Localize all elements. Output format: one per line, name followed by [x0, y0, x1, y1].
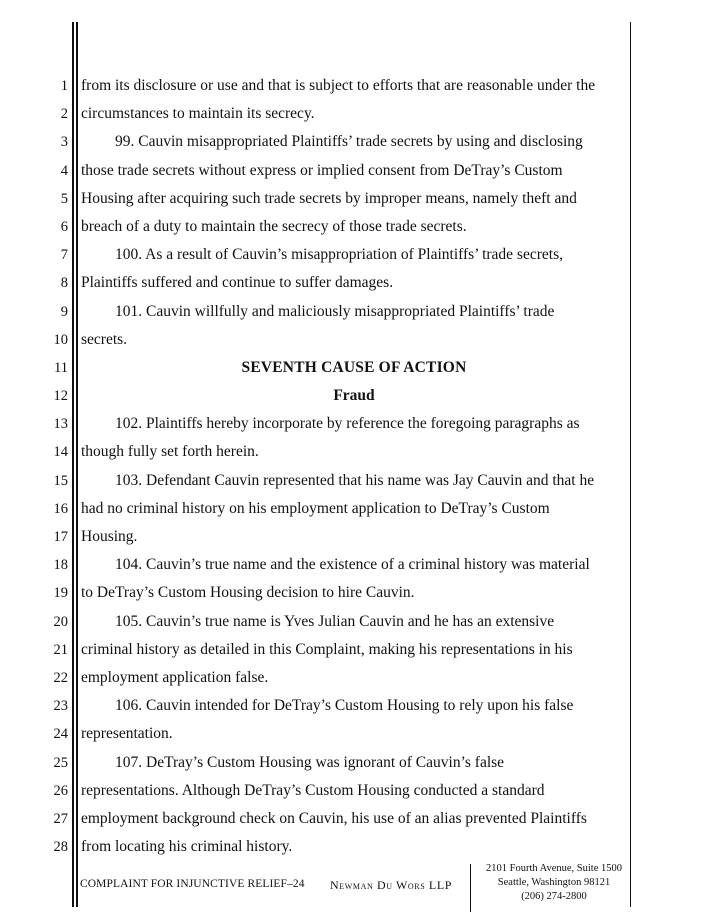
text-line: though fully set forth herein.	[81, 443, 259, 461]
line-number: 27	[53, 810, 68, 827]
line-number: 23	[53, 698, 68, 715]
line-number: 28	[53, 839, 68, 856]
text-line: Plaintiffs suffered and continue to suffer damages.	[81, 274, 394, 292]
text-line: employment application false.	[81, 668, 269, 686]
line-number: 14	[53, 444, 68, 461]
section-subheading: Fraud	[333, 387, 375, 405]
line-number: 4	[60, 162, 68, 179]
line-number: 18	[53, 557, 68, 574]
line-number: 19	[53, 585, 68, 602]
paragraph-105-start: 105. Cauvin’s true name is Yves Julian Cauvin and he has an extensive	[115, 612, 555, 630]
text-line: employment background check on Cauvin, his use of an alias prevented Plaintiffs	[81, 809, 587, 827]
paragraph-103-start: 103. Defendant Cauvin represented that his name was Jay Cauvin and that he	[115, 471, 595, 489]
line-number: 1	[60, 78, 68, 94]
left-margin-rule-inner	[76, 22, 78, 907]
line-number: 10	[53, 331, 68, 348]
line-number: 15	[53, 472, 68, 489]
paragraph-102-start: 102. Plaintiffs hereby incorporate by reference the foregoing paragraphs as	[115, 415, 580, 433]
pleading-body	[81, 72, 627, 861]
right-margin-rule	[630, 22, 631, 907]
line-number: 21	[53, 641, 68, 658]
text-line: from locating his criminal history.	[81, 838, 293, 856]
text-line: circumstances to maintain its secrecy.	[81, 105, 315, 123]
footer-address-block	[474, 862, 634, 904]
text-line: those trade secrets without express or implied consent from DeTray’s Custom	[81, 161, 563, 179]
line-number: 24	[53, 726, 68, 743]
line-number: 17	[53, 529, 68, 545]
paragraph-106-start: 106. Cauvin intended for DeTray’s Custom Housing to rely upon his false	[115, 697, 574, 715]
line-number: 20	[53, 613, 68, 630]
text-line: representation.	[81, 725, 173, 743]
footer-phone: (206) 274-2800	[521, 891, 587, 902]
paragraph-101-start: 101. Cauvin willfully and maliciously misappropriated Plaintiffs’ trade	[115, 302, 555, 320]
line-number: 5	[60, 190, 68, 207]
line-numbers	[30, 72, 68, 861]
line-number: 25	[53, 754, 68, 771]
text-line: Housing after acquiring such trade secrets by improper means, namely theft and	[81, 189, 577, 207]
text-line: had no criminal history on his employment application to DeTray’s Custom	[81, 499, 550, 517]
text-line: to DeTray’s Custom Housing decision to hire Cauvin.	[81, 584, 415, 602]
text-line: Housing.	[81, 528, 138, 545]
paragraph-107-start: 107. DeTray’s Custom Housing was ignorant of Cauvin’s false	[115, 753, 505, 771]
footer-firm-name: Newman Du Wors LLP	[330, 878, 453, 892]
line-number: 2	[60, 106, 68, 123]
line-number: 7	[60, 247, 68, 264]
line-number: 11	[54, 359, 68, 376]
line-number: 22	[53, 669, 68, 686]
paragraph-100-start: 100. As a result of Cauvin’s misappropriation of Plaintiffs’ trade secrets,	[115, 246, 563, 264]
left-margin-rule	[72, 22, 74, 907]
footer-address-city: Seattle, Washington 98121	[497, 877, 611, 888]
page-footer	[0, 856, 710, 916]
line-number: 12	[53, 388, 68, 405]
footer-document-title: COMPLAINT FOR INJUNCTIVE RELIEF–24	[80, 878, 305, 890]
line-number: 6	[60, 218, 68, 235]
text-line: breach of a duty to maintain the secrecy of those trade secrets.	[81, 217, 467, 235]
text-line: from its disclosure or use and that is subject to efforts that are reasonable under the	[81, 77, 596, 94]
line-number: 8	[60, 275, 68, 292]
footer-address-street: 2101 Fourth Avenue, Suite 1500	[485, 863, 622, 874]
text-line: criminal history as detailed in this Complaint, making his representations in his	[81, 640, 573, 658]
line-number: 13	[53, 416, 68, 433]
section-heading: SEVENTH CAUSE OF ACTION	[241, 358, 467, 376]
line-number: 9	[60, 303, 68, 320]
paragraph-104-start: 104. Cauvin’s true name and the existence of a criminal history was material	[115, 556, 590, 574]
line-number: 3	[60, 134, 68, 151]
text-line: representations. Although DeTray’s Custom Housing conducted a standard	[81, 781, 545, 799]
footer-divider	[470, 864, 471, 912]
text-line: secrets.	[81, 330, 128, 348]
line-number: 16	[53, 500, 68, 517]
line-number: 26	[53, 782, 68, 799]
paragraph-99-start: 99. Cauvin misappropriated Plaintiffs’ trade secrets by using and disclosing	[115, 133, 583, 151]
